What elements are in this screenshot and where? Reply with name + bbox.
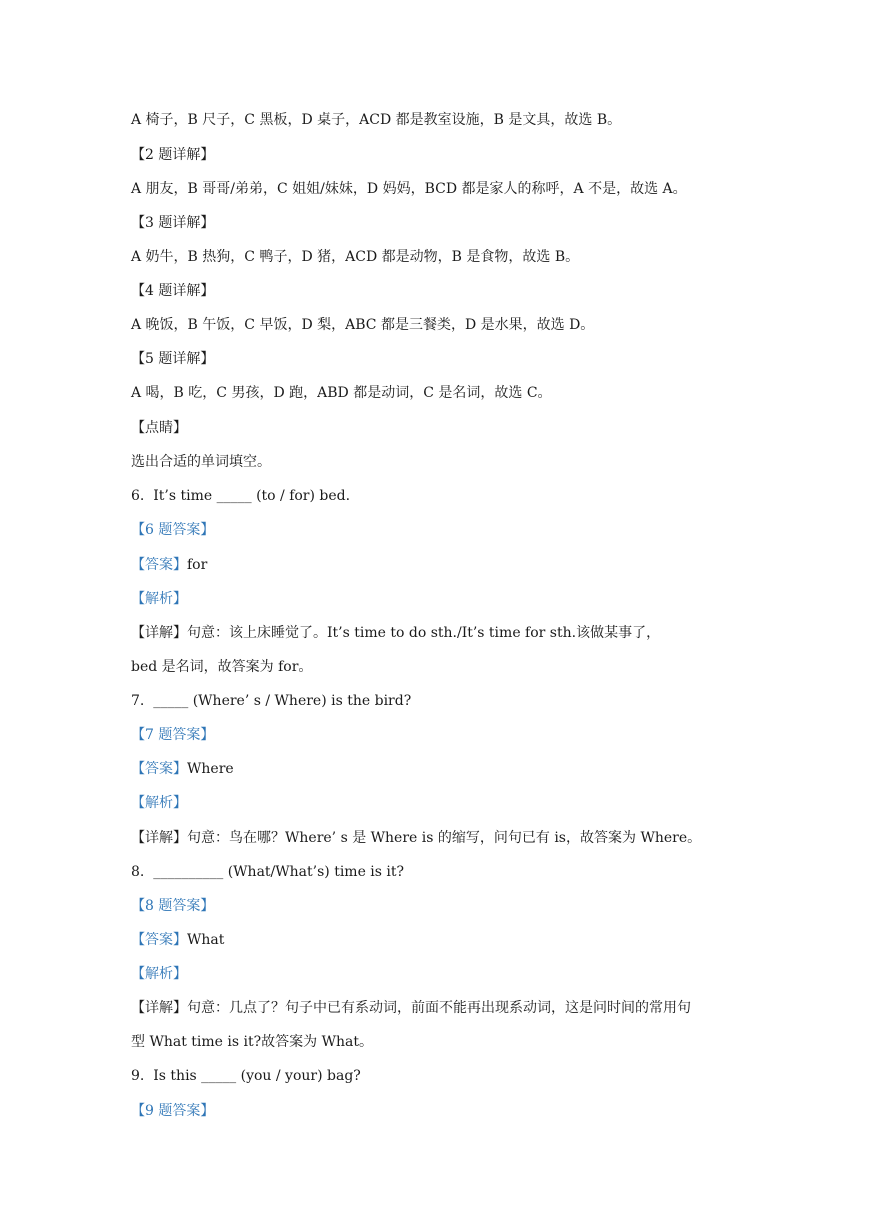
analysis-8-heading: 【解析】 xyxy=(131,966,187,982)
detail-4-heading: 【4 题详解】 xyxy=(131,283,215,299)
answer-6-label: 【答案】 xyxy=(131,557,187,573)
tip-heading: 【点睛】 xyxy=(131,420,187,436)
detail-5-text: A 喝，B 吃，C 男孩，D 跑，ABD 都是动词，C 是名词，故选 C。 xyxy=(131,385,552,401)
answer-7-value: Where xyxy=(187,761,234,777)
answer-8-heading: 【8 题答案】 xyxy=(131,898,215,914)
detail-2-text: A 朋友，B 哥哥/弟弟，C 姐姐/妹妹，D 妈妈，BCD 都是家人的称呼，A 不是，故选 A。 xyxy=(131,181,687,197)
detail-7-text: 【详解】句意：鸟在哪？Where’ s 是 Where is 的缩写，问句已有 is，故答案为 Where。 xyxy=(131,830,702,846)
detail-3-text: A 奶牛，B 热狗，C 鸭子，D 猪，ACD 都是动物，B 是食物，故选 B。 xyxy=(131,249,580,265)
section-instruction: 选出合适的单词填空。 xyxy=(131,454,271,470)
detail-8-line-2: 型 What time is it?故答案为 What。 xyxy=(131,1034,373,1050)
detail-6-line-2: bed 是名词，故答案为 for。 xyxy=(131,659,313,675)
answer-7-label: 【答案】 xyxy=(131,761,187,777)
detail-6-line-1: 【详解】句意：该上床睡觉了。It’s time to do sth./It’s time for sth.该做某事了， xyxy=(131,625,661,641)
detail-1-text: A 椅子，B 尺子，C 黑板，D 桌子，ACD 都是教室设施，B 是文具，故选 B。 xyxy=(131,112,622,128)
analysis-7-heading: 【解析】 xyxy=(131,795,187,811)
answer-8-value: What xyxy=(187,932,225,948)
answer-6 xyxy=(131,555,207,575)
answer-7 xyxy=(131,759,234,779)
detail-4-text: A 晚饭，B 午饭，C 早饭，D 梨，ABC 都是三餐类，D 是水果，故选 D。 xyxy=(131,317,595,333)
answer-8 xyxy=(131,930,224,950)
question-8: 8. __________ (What/What’s) time is it? xyxy=(131,864,405,880)
answer-6-value: for xyxy=(187,557,208,573)
question-6: 6. It’s time _____ (to / for) bed. xyxy=(131,488,351,504)
detail-5-heading: 【5 题详解】 xyxy=(131,351,215,367)
detail-3-heading: 【3 题详解】 xyxy=(131,215,215,231)
detail-2-heading: 【2 题详解】 xyxy=(131,147,215,163)
detail-8-line-1: 【详解】句意：几点了？句子中已有系动词，前面不能再出现系动词，这是问时间的常用句 xyxy=(131,1000,691,1016)
analysis-6-heading: 【解析】 xyxy=(131,591,187,607)
answer-8-label: 【答案】 xyxy=(131,932,187,948)
answer-6-heading: 【6 题答案】 xyxy=(131,522,215,538)
question-9: 9. Is this _____ (you / your) bag? xyxy=(131,1068,361,1084)
answer-9-heading: 【9 题答案】 xyxy=(131,1103,215,1119)
question-7: 7. _____ (Where’ s / Where) is the bird? xyxy=(131,693,412,709)
answer-7-heading: 【7 题答案】 xyxy=(131,727,215,743)
